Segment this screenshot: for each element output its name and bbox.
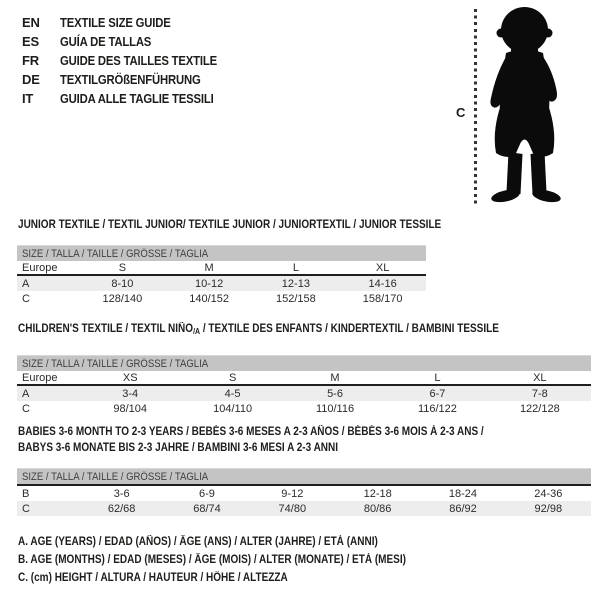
junior-textile-section [17,217,442,306]
language-row-it [22,89,240,108]
language-code: EN [22,15,40,30]
height-cell: 80/86 [363,502,392,515]
language-code: FR [22,53,39,68]
language-label: GUÍA DE TALLAS [60,34,152,49]
row-label: A [22,277,30,290]
babies-table-title: BABIES 3-6 MONTH TO 2-3 YEARS / BEBÉS 3-6 MESES A 2-3 AÑOS / BÉBÉS 3-6 MOIS À 2-3 ANS / BABYS 3-6 MONATE BIS 2-3 JAHRE / BAMBINI 3-6 MESI A 2-3 ANNI [18,426,484,454]
size-col: S [118,261,127,274]
age-cell: 6-9 [199,487,215,500]
row-label: C [22,502,30,515]
language-row-fr [22,51,240,70]
height-cell: 122/128 [519,402,560,415]
table-row-age-months [17,486,591,501]
age-cell: 24-36 [534,487,563,500]
row-label: B [22,487,30,500]
language-code: IT [22,91,34,106]
height-cell: 98/104 [113,402,148,415]
size-col: M [330,371,340,384]
language-label: GUIDE DES TAILLES TEXTILE [60,53,217,68]
height-cell: 92/98 [534,502,563,515]
height-label-c: C [456,105,466,120]
height-cell: 152/158 [275,292,316,305]
row-label: Europe [22,261,58,274]
childrens-textile-section [17,321,591,416]
size-col: L [292,261,299,274]
height-cell: 62/68 [107,502,136,515]
language-row-es [22,32,240,51]
height-cell: 140/152 [189,292,229,305]
legend-footnotes [18,533,464,587]
age-cell: 14-16 [368,277,397,290]
footnote-a: A. AGE (YEARS) / EDAD (AÑOS) / ÂGE (ANS) / ALTER (JAHRE) / ETÀ (ANNI) [18,536,378,548]
row-label: Europe [22,371,58,384]
row-label: C [22,292,30,305]
row-label: A [22,387,30,400]
size-header-bar: SIZE / TALLA / TAILLE / GRÖSSE / TAGLIA [17,355,591,371]
age-cell: 12-13 [281,277,310,290]
size-header-bar: SIZE / TALLA / TAILLE / GRÖSSE / TAGLIA [17,245,426,261]
footnote-b: B. AGE (MONTHS) / EDAD (MESES) / ÂGE (MOIS) / ALTER (MONATE) / ETÀ (MESI) [18,554,406,566]
size-col: M [204,261,214,274]
table-row-height [17,501,591,516]
age-cell: 10-12 [195,277,224,290]
language-label: TEXTILE SIZE GUIDE [60,15,171,30]
age-cell: 6-7 [429,387,446,400]
age-cell: 8-10 [111,277,134,290]
age-cell: 4-5 [224,387,241,400]
table-row-age [17,386,591,401]
age-cell: 5-6 [327,387,343,400]
language-list [22,13,240,108]
age-cell: 7-8 [531,387,548,400]
language-code: ES [22,34,39,49]
height-figure [450,0,600,215]
footnote-c: C. (cm) HEIGHT / ALTURA / HAUTEUR / HÖHE / ALTEZZA [18,572,288,584]
size-col: XL [375,261,390,274]
childrens-size-table [17,355,591,416]
language-label: TEXTILGRÖßENFÜHRUNG [60,72,201,87]
junior-table-title: JUNIOR TEXTILE / TEXTIL JUNIOR/ TEXTILE JUNIOR / JUNIORTEXTIL / JUNIOR TESSILE [18,219,442,231]
height-cell: 128/140 [102,292,143,305]
size-col: XL [533,371,547,384]
size-header-bar: SIZE / TALLA / TAILLE / GRÖSSE / TAGLIA [17,468,591,484]
height-cell: 74/80 [278,502,307,515]
age-cell: 18-24 [448,487,478,500]
age-cell: 3-4 [122,387,139,400]
age-cell: 3-6 [113,487,130,500]
age-cell: 12-18 [363,487,392,500]
height-cell: 116/122 [417,402,457,415]
language-row-de [22,70,240,89]
height-cell: 68/74 [193,502,221,515]
size-col: L [434,371,441,384]
age-cell: 9-12 [281,487,304,500]
height-dotted-line [474,9,477,207]
baby-silhouette-icon [484,6,570,208]
table-row-height [17,291,426,306]
nino-a-subscript: /A [193,327,201,336]
height-cell: 104/110 [213,402,253,415]
row-label: C [22,402,30,415]
table-row-height [17,401,591,416]
babies-textile-section [17,424,591,516]
size-columns-row [17,261,426,274]
size-columns-row [17,371,591,384]
language-code: DE [22,72,40,87]
language-row-en [22,13,240,32]
table-row-age [17,276,426,291]
size-col: XS [122,371,138,384]
height-cell: 110/116 [315,402,355,415]
language-label: GUIDA ALLE TAGLIE TESSILI [60,91,214,106]
junior-size-table [17,245,426,306]
babies-size-table [17,468,591,516]
childrens-table-title: CHILDREN'S TEXTILE / TEXTIL $NIÑO_{/A}$ / TEXTILE DES ENFANTS / KINDERTEXTIL / BAMBINI TESSILE [18,323,499,336]
height-cell: 158/170 [362,292,403,305]
height-cell: 86/92 [449,502,477,515]
size-col: S [228,371,237,384]
